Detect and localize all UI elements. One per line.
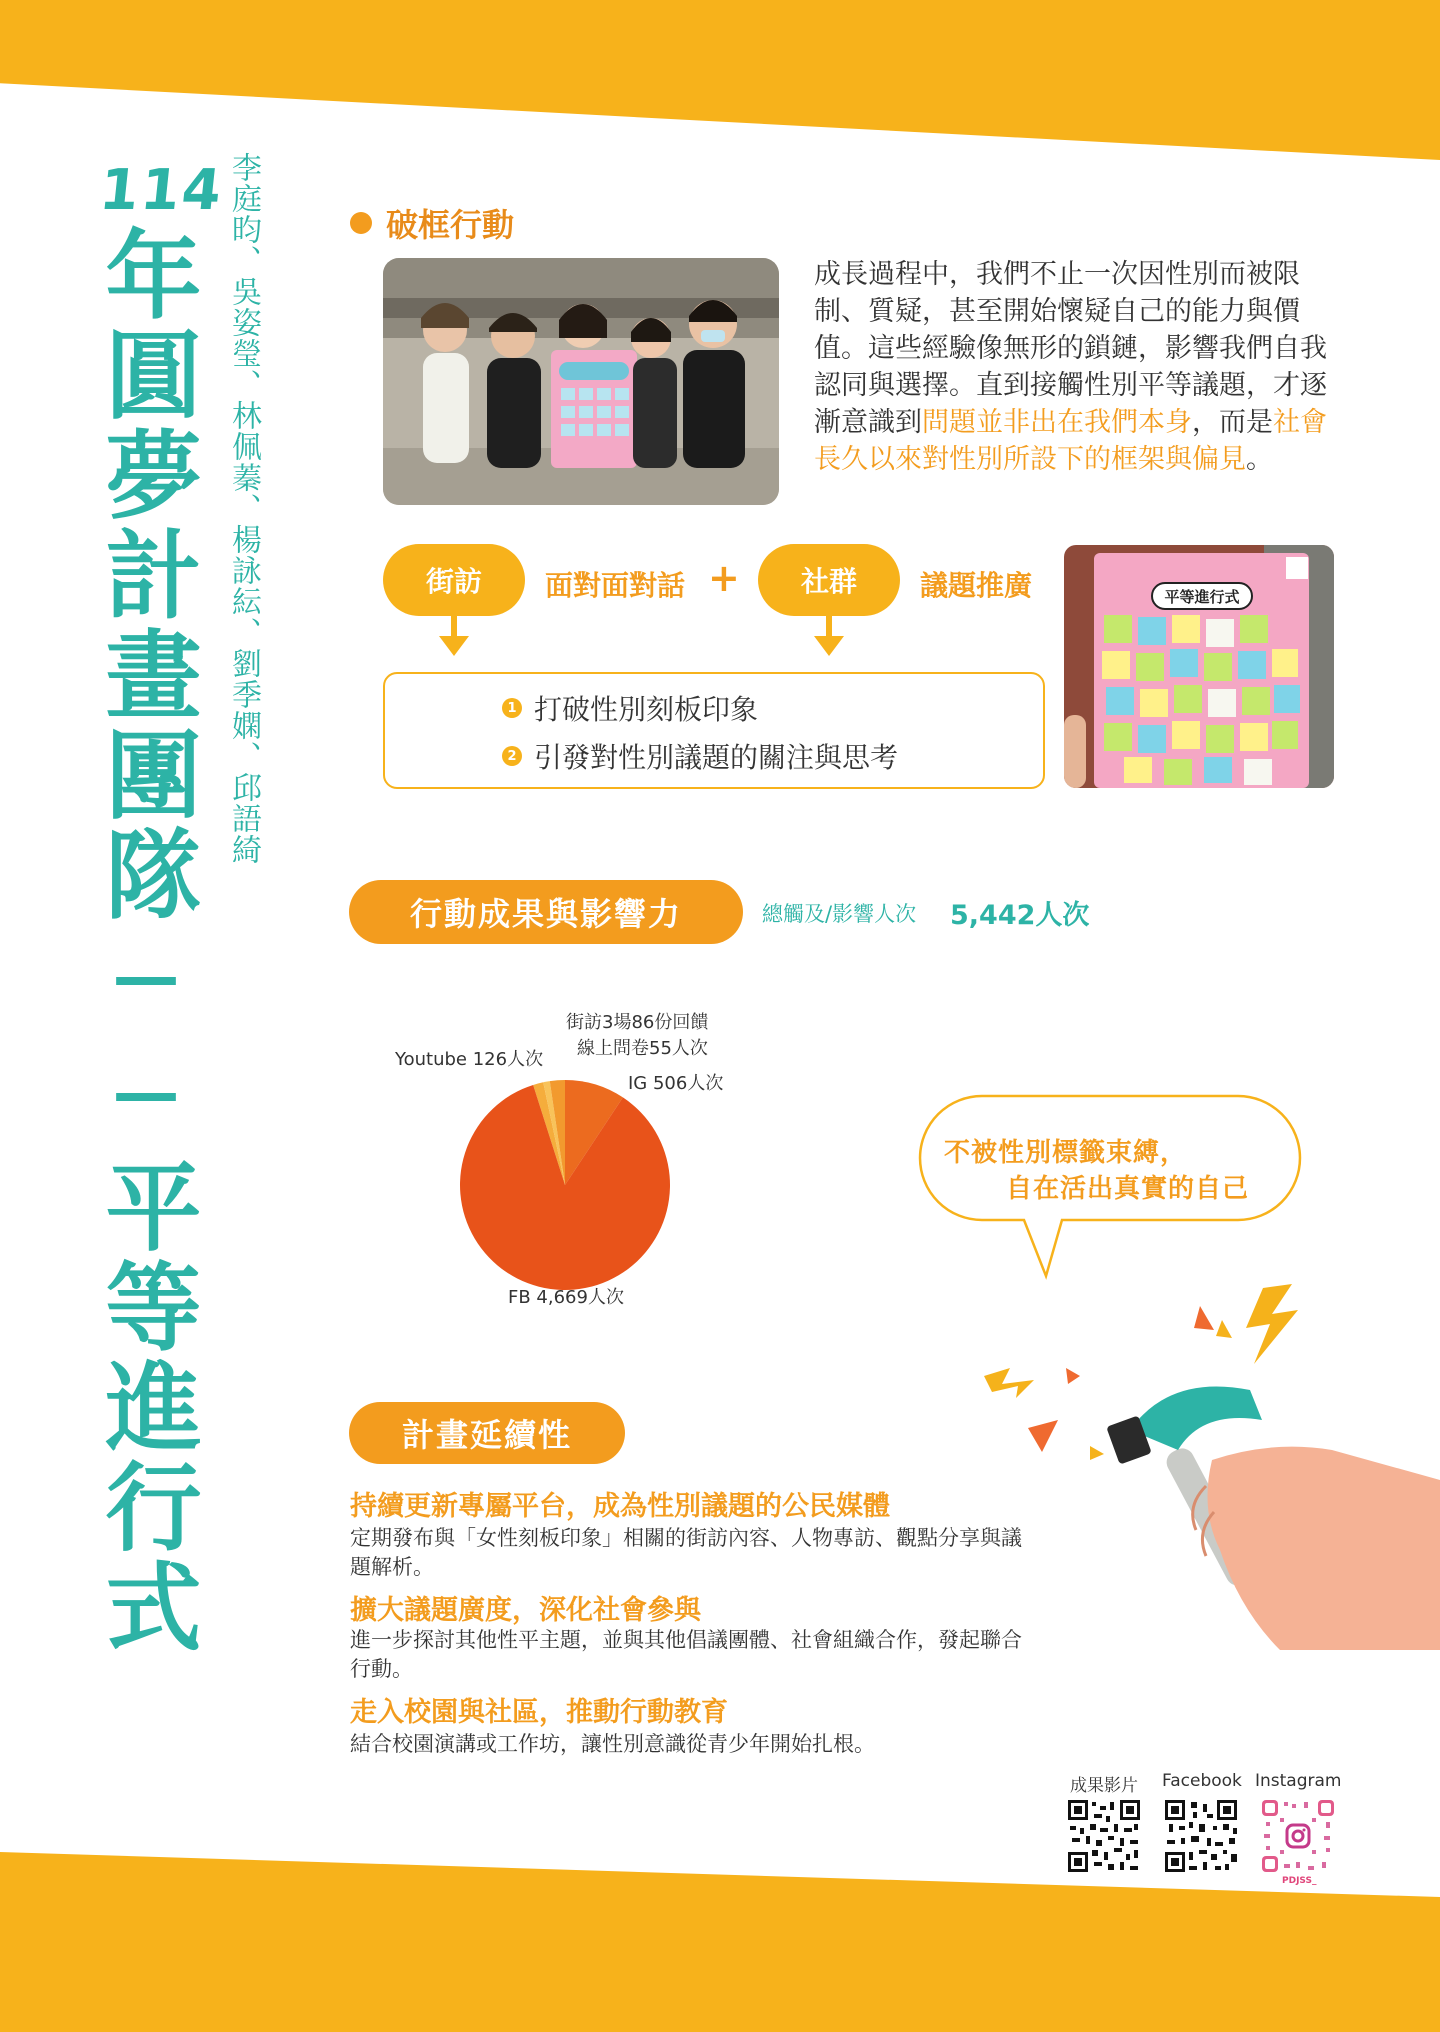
number-badge: 1: [502, 698, 522, 718]
sticky-note-board-illustration: [1064, 545, 1334, 788]
qr-label-instagram: Instagram: [1255, 1771, 1342, 1791]
bottom-yellow-band: [0, 1852, 1440, 2032]
team-photo-illustration: [383, 258, 779, 505]
qr-label-video: 成果影片: [1070, 1776, 1138, 1796]
instagram-handle: PDJSS_: [1282, 1876, 1317, 1886]
goals-box: [383, 672, 1045, 789]
intro-text-end: 。: [1246, 444, 1273, 475]
extension-item-2-title: 擴大議題廣度，深化社會參與: [350, 1595, 701, 1626]
face-to-face-label: 面對面對話: [545, 569, 686, 602]
goal-text: 打破性別刻板印象: [534, 693, 759, 726]
speech-line-2: 自在活出真實的自己: [1006, 1174, 1250, 1204]
number-badge: 2: [502, 746, 522, 766]
team-members: 李庭昀、吳姿瑩、林佩蓁、楊詠紜、劉季嫻、邱語綺: [226, 152, 261, 865]
arrow-down-icon: [814, 636, 844, 656]
extension-item-3-body: 結合校園演講或工作坊，讓性別意識從青少年開始扎根。: [350, 1732, 875, 1756]
page-title: 年圓夢計畫團隊──平等進行式: [90, 225, 202, 1657]
goal-item-2: [502, 736, 898, 776]
intro-highlight-1: 問題並非出在我們本身: [922, 407, 1192, 438]
goal-text: 引發對性別議題的關注與思考: [534, 741, 899, 774]
pie-label-ig: IG 506人次: [628, 1073, 724, 1094]
pie-label-fb: FB 4,669人次: [508, 1287, 624, 1308]
arrow-down-icon: [439, 636, 469, 656]
facebook-qr-code[interactable]: [1163, 1798, 1239, 1874]
speech-line-1: 不被性別標籤束縛，: [944, 1138, 1188, 1168]
reach-pie-chart: [440, 1060, 690, 1310]
video-qr-code[interactable]: [1066, 1798, 1142, 1874]
extension-heading-pill: 計畫延續性: [349, 1402, 625, 1464]
street-interview-pill: 街訪: [383, 544, 525, 616]
section-heading-breakout: [350, 200, 514, 246]
qr-label-facebook: Facebook: [1162, 1771, 1242, 1791]
arrow-stem-2: [826, 614, 832, 636]
intro-paragraph: [814, 256, 1342, 478]
section-heading-text: 破框行動: [386, 206, 515, 244]
pie-label-youtube: Youtube 126人次: [395, 1049, 544, 1070]
plus-icon: +: [708, 556, 740, 600]
issue-promotion-label: 議題推廣: [920, 569, 1033, 602]
extension-item-2-body: 進一步探討其他性平主題，並與其他倡議團體、社會組織合作，發起聯合行動。: [350, 1628, 1022, 1681]
goal-item-1: [502, 688, 758, 728]
hammer-hand-illustration: [980, 1280, 1440, 1660]
bullet-dot-icon: [350, 212, 372, 234]
intro-highlight-2: 社會長久以來對性別所設下的框架與偏見: [814, 407, 1327, 475]
arrow-stem-1: [451, 614, 457, 636]
social-media-pill: 社群: [758, 544, 900, 616]
reach-value: 5,442人次: [950, 900, 1090, 931]
board-title: 平等進行式: [1164, 588, 1240, 606]
title-year: 114: [96, 158, 227, 223]
intro-text: 成長過程中，我們不止一次因性別而被限制、質疑，甚至開始懷疑自己的能力與價值。這些經驗像無形的鎖鏈，影響我們自我認同與選擇。直到接觸性別平等議題，才逐漸意識到: [814, 259, 1327, 438]
pie-label-street: 街訪3場86份回饋: [566, 1012, 709, 1033]
intro-text-mid: ，而是: [1192, 407, 1273, 438]
extension-item-3-title: 走入校園與社區，推動行動教育: [350, 1697, 728, 1728]
pie-label-survey: 線上問卷55人次: [577, 1038, 708, 1059]
sticky-note-board-photo: [1064, 545, 1334, 788]
reach-label: 總觸及/影響人次: [762, 902, 917, 926]
team-photo: [383, 258, 779, 505]
instagram-qr-code[interactable]: [1260, 1798, 1336, 1874]
results-heading-pill: 行動成果與影響力: [349, 880, 743, 944]
top-yellow-band: [0, 0, 1440, 160]
extension-item-1-title: 持續更新專屬平台，成為性別議題的公民媒體: [350, 1491, 890, 1522]
extension-item-1-body: 定期發布與「女性刻板印象」相關的街訪內容、人物專訪、觀點分享與議題解析。: [350, 1526, 1022, 1579]
